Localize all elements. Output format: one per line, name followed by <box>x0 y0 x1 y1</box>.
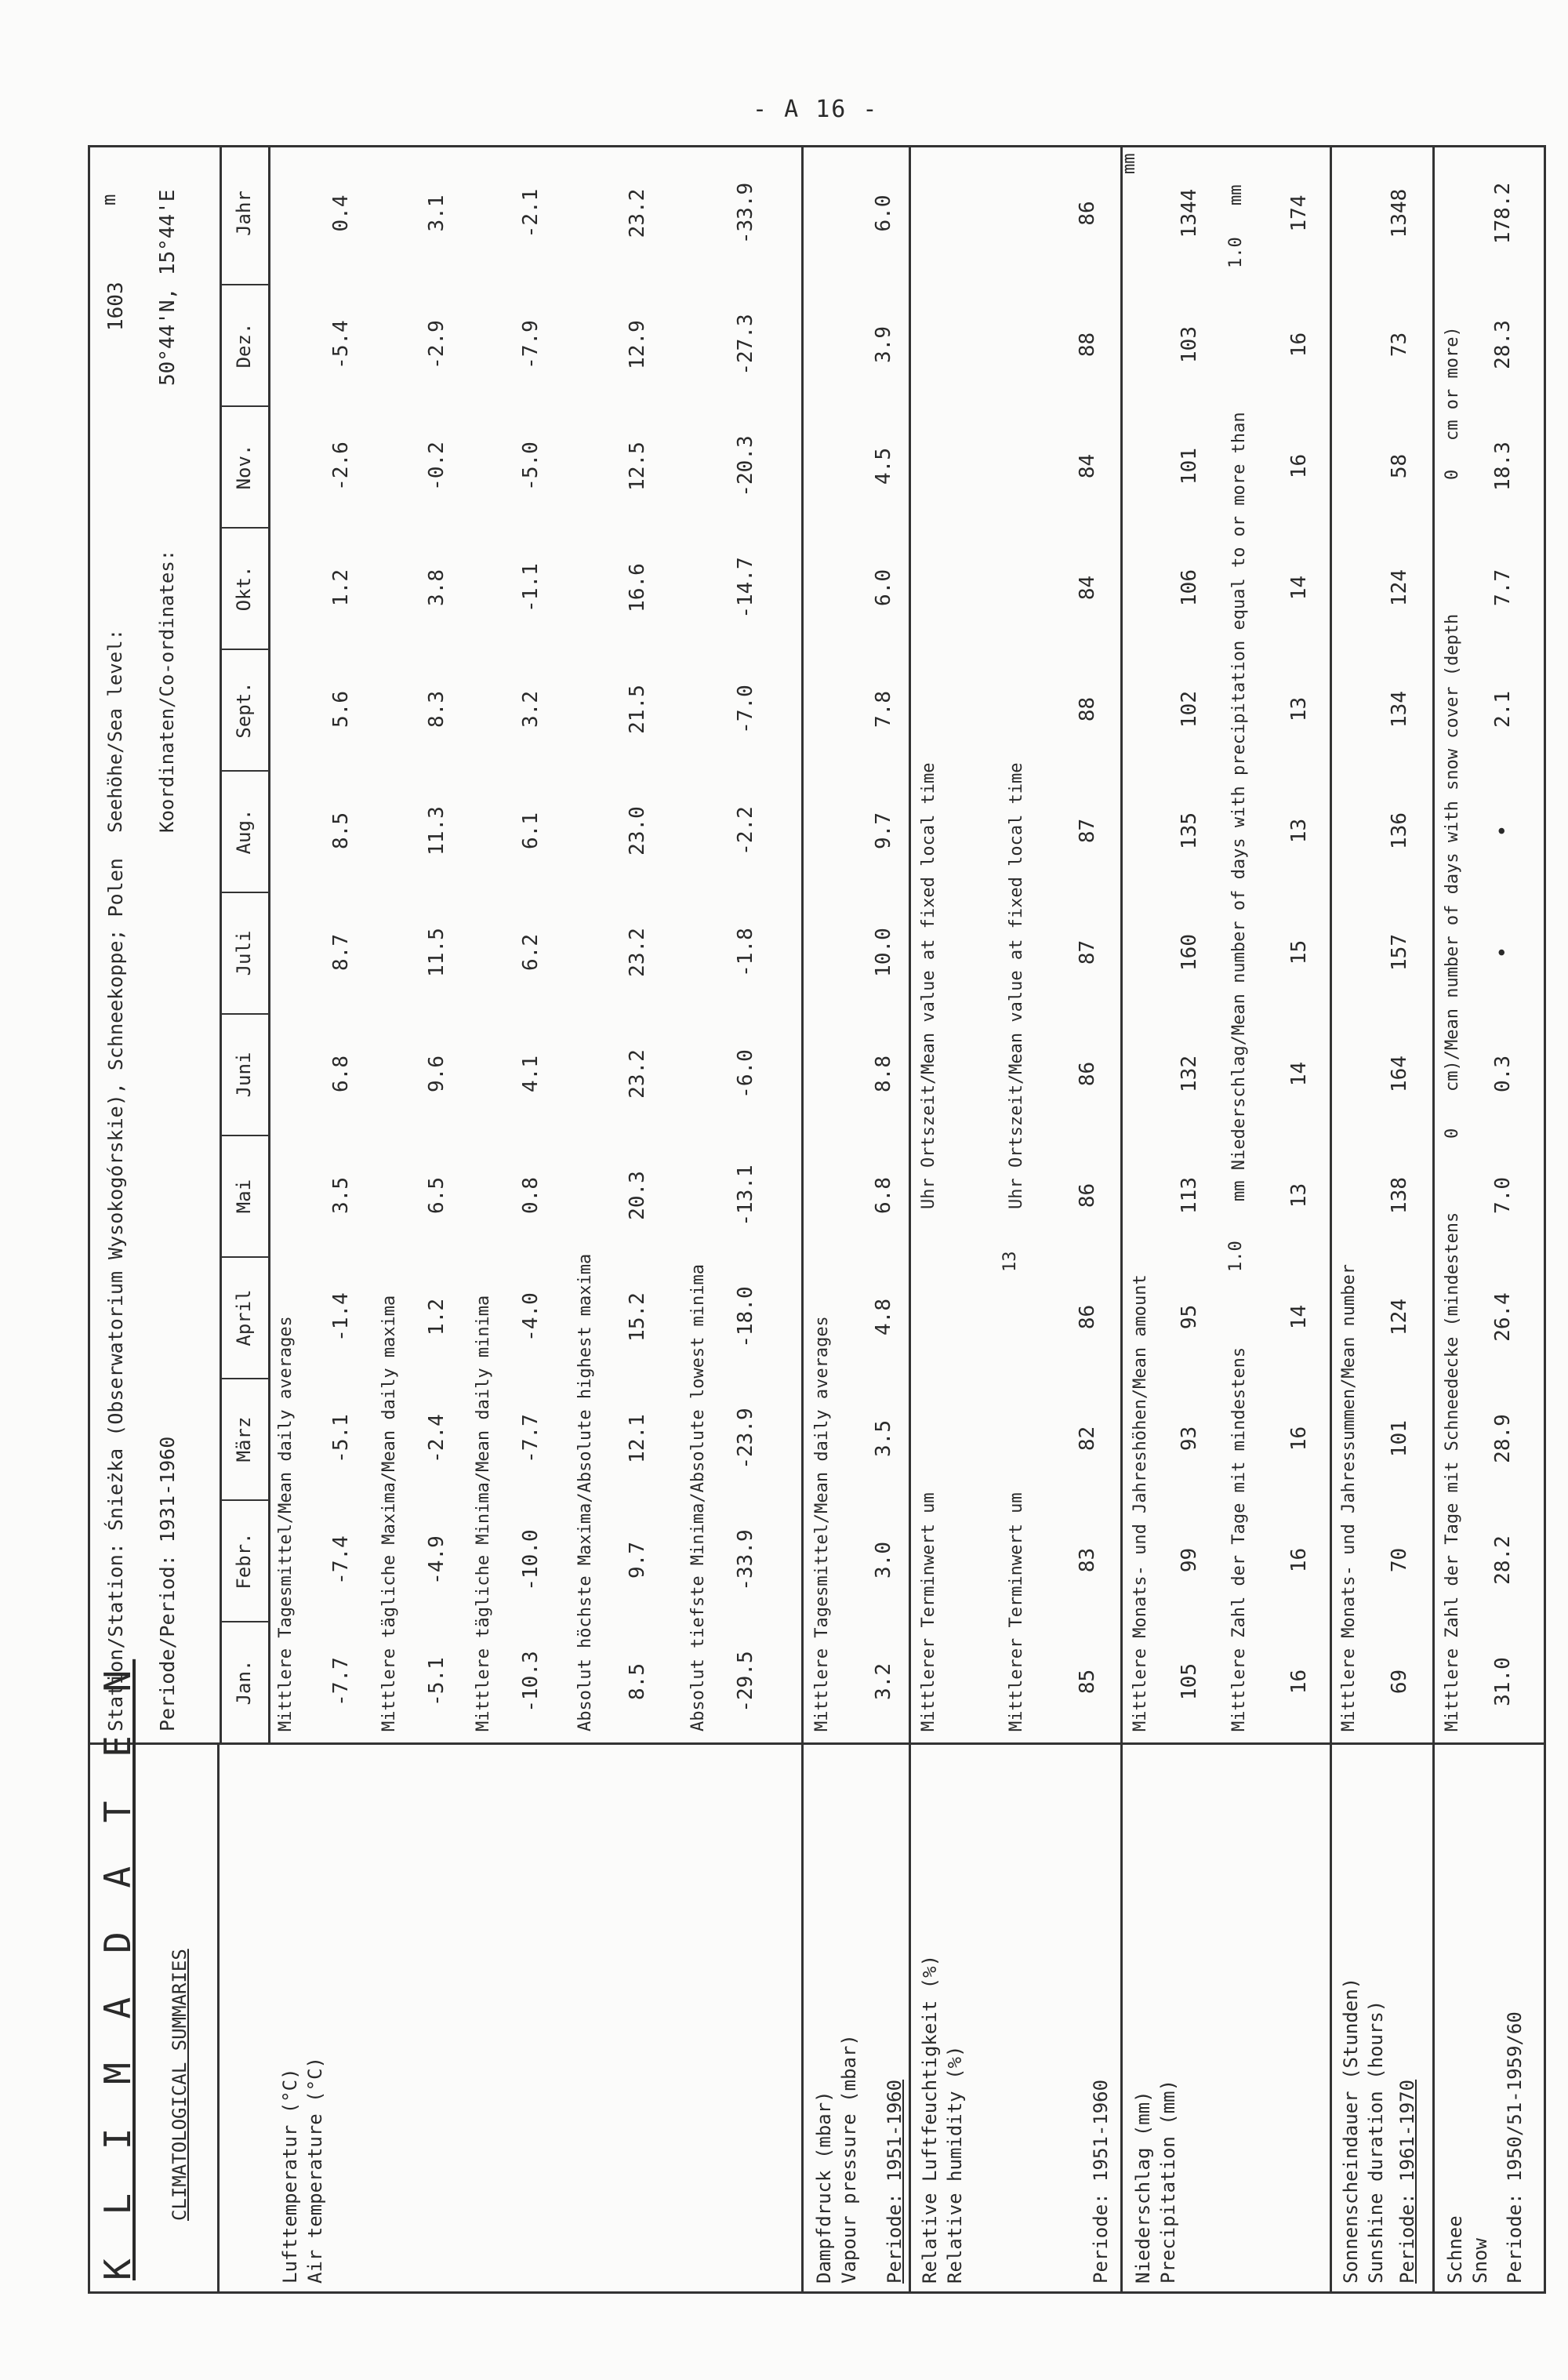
table-cell: 13 <box>1287 1183 1311 1208</box>
table-cell: 86 <box>1076 1183 1099 1208</box>
table-cell: 15 <box>1287 939 1311 965</box>
table-cell: -2.2 <box>734 806 757 856</box>
table-cell: 83 <box>1076 1547 1099 1573</box>
table-cell: 101 <box>1388 1420 1411 1457</box>
label-sunshine <box>1332 1745 1435 2291</box>
table-cell: 7.8 <box>872 691 895 728</box>
table-cell: 1344 <box>1178 188 1201 238</box>
table-cell: 2.1 <box>1491 691 1515 728</box>
table-cell: -29.5 <box>734 1651 757 1713</box>
table-cell: 1.2 <box>329 569 353 606</box>
table-cell: -4.0 <box>519 1292 543 1342</box>
table-cell: -13.1 <box>734 1165 757 1226</box>
sunshine-period: Periode: 1961-1970 <box>1396 2079 1418 2284</box>
month-header: April <box>220 1256 268 1378</box>
table-cell: 4.5 <box>872 448 895 485</box>
table-cell: 28.2 <box>1491 1535 1515 1585</box>
table-cell: 86 <box>1076 1061 1099 1087</box>
table-cell: -5.1 <box>425 1657 448 1706</box>
table-cell: 10.0 <box>872 928 895 977</box>
caption-humidity-hour: 13 <box>1000 1251 1020 1272</box>
table-cell: 106 <box>1178 569 1201 606</box>
caption-precip-amount-1: 1.0 <box>1226 1241 1246 1272</box>
station-header <box>90 147 222 1742</box>
table-cell: 134 <box>1388 691 1411 728</box>
table-cell: -5.4 <box>329 320 353 369</box>
table-cell: 135 <box>1178 812 1201 849</box>
table-cell: 178.2 <box>1491 182 1515 245</box>
table-cell: 3.0 <box>872 1542 895 1579</box>
caption-precip-amount: Mittlere Monats- und Jahreshöhen/Mean amount <box>1131 1274 1150 1731</box>
table-cell: 21.5 <box>626 685 649 734</box>
caption-humidity-2: Mittlerer Terminwert um <box>1007 1492 1026 1731</box>
caption-snow-a: Mittlere Zahl der Tage mit Schneedecke (mindestens <box>1443 1212 1462 1731</box>
table-cell: 23.2 <box>626 928 649 977</box>
caption-snow-depth-2: 0 <box>1443 469 1462 480</box>
table-cell: 73 <box>1388 332 1411 358</box>
label-snow <box>1435 1745 1544 2291</box>
table-cell: 132 <box>1178 1056 1201 1092</box>
table-cell: 14 <box>1287 1304 1311 1330</box>
caption-humidity-2b: Uhr Ortszeit/Mean value at fixed local time <box>1007 762 1026 1209</box>
caption-humidity-1: Mittlerer Terminwert um <box>919 1492 938 1731</box>
sea-level-label: Seehöhe/Sea level: <box>104 628 126 833</box>
table-cell: 103 <box>1178 326 1201 363</box>
table-cell: 0.8 <box>519 1177 543 1214</box>
table-cell: 69 <box>1388 1669 1411 1695</box>
table-cell: 3.2 <box>519 691 543 728</box>
table-cell: 15.2 <box>626 1292 649 1342</box>
table-cell: -2.9 <box>425 320 448 369</box>
table-cell: 23.2 <box>626 1049 649 1099</box>
precip-label-de: Niederschlag (mm) <box>1132 2091 1154 2284</box>
table-cell: 138 <box>1388 1177 1411 1214</box>
caption-precip-days-b: mm Niederschlag/Mean number of days with precipitation equal to or more than <box>1229 412 1249 1201</box>
table-cell: 3.1 <box>425 194 448 232</box>
table-cell: 3.5 <box>872 1420 895 1457</box>
caption-air-mean: Mittlere Tagesmittel/Mean daily averages <box>276 1316 296 1731</box>
table-cell: -1.1 <box>519 563 543 612</box>
table-cell: 23.2 <box>626 188 649 238</box>
table-cell: 7.0 <box>1491 1177 1515 1214</box>
table-cell: 88 <box>1076 332 1099 358</box>
table-cell: 95 <box>1178 1304 1201 1330</box>
month-header: Juni <box>220 1013 268 1135</box>
table-cell: -7.7 <box>519 1414 543 1463</box>
table-cell: 8.5 <box>626 1663 649 1700</box>
table-cell: 16 <box>1287 1547 1311 1573</box>
table-cell: • <box>1491 824 1515 838</box>
caption-air-max: Mittlere tägliche Maxima/Mean daily maxima <box>379 1295 399 1731</box>
table-cell: -33.9 <box>734 182 757 245</box>
caption-air-lowest: Absolut tiefste Minima/Absolute lowest minima <box>688 1263 708 1731</box>
table-cell: -18.0 <box>734 1286 757 1348</box>
caption-humidity-1b: Uhr Ortszeit/Mean value at fixed local time <box>919 762 938 1209</box>
table-cell: 84 <box>1076 453 1099 479</box>
table-cell: 9.6 <box>425 1056 448 1092</box>
month-header: Jahr <box>233 191 255 236</box>
table-cell: 85 <box>1076 1669 1099 1695</box>
table-cell: -2.6 <box>329 441 353 491</box>
caption-precip-amount-2: 1.0 <box>1226 237 1246 268</box>
month-header: März <box>220 1378 268 1499</box>
title-block <box>90 1659 220 2291</box>
table-cell: 6.8 <box>329 1056 353 1092</box>
table-cell: 16 <box>1287 1426 1311 1452</box>
table-cell: 86 <box>1076 201 1099 226</box>
table-cell: 11.5 <box>425 928 448 977</box>
label-humidity <box>911 1745 1123 2291</box>
caption-snow-c: cm or more) <box>1443 326 1462 441</box>
table-cell: 164 <box>1388 1056 1411 1092</box>
table-cell: 9.7 <box>626 1542 649 1579</box>
month-header-row <box>220 147 270 1742</box>
caption-sunshine: Mittlere Monats- und Jahressummen/Mean number <box>1339 1263 1359 1731</box>
table-cell: 102 <box>1178 691 1201 728</box>
table-cell: 8.8 <box>872 1056 895 1092</box>
month-header: Okt. <box>220 527 268 649</box>
month-header: Febr. <box>220 1499 268 1621</box>
month-header: Aug. <box>220 770 268 892</box>
table-cell: 12.5 <box>626 441 649 491</box>
table-cell: 8.5 <box>329 812 353 849</box>
table-cell: 99 <box>1178 1547 1201 1573</box>
table-cell: 4.8 <box>872 1299 895 1335</box>
station-line: Station/Station: Śnieżka (Obserwatorium Wysokogórskie), Schneekoppe; Polen <box>104 858 127 1731</box>
table-cell: -1.4 <box>329 1292 353 1342</box>
month-header: Sept. <box>220 649 268 770</box>
climate-table <box>88 145 1546 2294</box>
table-cell: 3.9 <box>872 326 895 363</box>
snow-period: Periode: 1950/51-1959/60 <box>1504 2011 1526 2284</box>
table-cell: -7.7 <box>329 1657 353 1706</box>
page-title: K L I M A D A T E N <box>96 1659 139 2280</box>
table-cell: 4.1 <box>519 1056 543 1092</box>
table-cell: 87 <box>1076 818 1099 844</box>
table-cell: 6.1 <box>519 812 543 849</box>
table-cell: 88 <box>1076 696 1099 722</box>
table-cell: 31.0 <box>1491 1657 1515 1706</box>
table-cell: 6.8 <box>872 1177 895 1214</box>
period-line: Periode/Period: 1931-1960 <box>156 1436 179 1731</box>
table-cell: 8.3 <box>425 691 448 728</box>
vapour-label-en: Vapour pressure (mbar) <box>838 2034 860 2284</box>
table-cell: 12.9 <box>626 320 649 369</box>
table-cell: 12.1 <box>626 1414 649 1463</box>
month-header: Jan. <box>220 1621 268 1742</box>
table-cell: -2.4 <box>425 1414 448 1463</box>
table-cell: 0.4 <box>329 194 353 232</box>
table-cell: 16 <box>1287 453 1311 479</box>
table-cell: 16 <box>1287 1669 1311 1695</box>
month-header: Dez. <box>220 284 268 405</box>
caption-precip-unit: mm <box>1120 153 1139 174</box>
table-cell: 113 <box>1178 1177 1201 1214</box>
table-cell: 160 <box>1178 934 1201 971</box>
air-label-de: Lufttemperatur (°C) <box>279 2068 301 2284</box>
humidity-period: Periode: 1951-1960 <box>1090 2079 1112 2284</box>
table-cell: -27.3 <box>734 314 757 376</box>
table-cell: 16.6 <box>626 563 649 612</box>
table-cell: 28.3 <box>1491 320 1515 369</box>
sunshine-label-de: Sonnenscheindauer (Stunden) <box>1340 1977 1362 2284</box>
table-cell: 58 <box>1388 453 1411 479</box>
label-vapour <box>804 1745 911 2291</box>
table-cell: 6.0 <box>872 569 895 606</box>
table-cell: 13 <box>1287 696 1311 722</box>
table-cell: -23.9 <box>734 1408 757 1470</box>
table-cell: 6.2 <box>519 934 543 971</box>
table-cell: 0.3 <box>1491 1056 1515 1092</box>
table-cell: 84 <box>1076 575 1099 601</box>
table-cell: 6.5 <box>425 1177 448 1214</box>
sea-level-unit: m <box>98 194 120 205</box>
table-cell: 70 <box>1388 1547 1411 1573</box>
table-cell: 23.0 <box>626 806 649 856</box>
page-subtitle: CLIMATOLOGICAL SUMMARIES <box>169 1949 191 2221</box>
table-cell: -1.8 <box>734 928 757 977</box>
vapour-label-de: Dampfdruck (mbar) <box>813 2091 835 2284</box>
table-cell: 8.7 <box>329 934 353 971</box>
table-cell: 105 <box>1178 1663 1201 1700</box>
table-cell: 16 <box>1287 332 1311 358</box>
table-cell: 124 <box>1388 569 1411 606</box>
table-cell: 26.4 <box>1491 1292 1515 1342</box>
label-air <box>268 1745 804 2291</box>
caption-snow-depth: 0 <box>1443 1128 1462 1139</box>
table-cell: -7.0 <box>734 685 757 734</box>
table-cell: 28.9 <box>1491 1414 1515 1463</box>
table-cell: -10.3 <box>519 1651 543 1713</box>
precip-label-en: Precipitation (mm) <box>1157 2079 1179 2284</box>
label-precip <box>1123 1745 1332 2291</box>
table-cell: 11.3 <box>425 806 448 856</box>
table-cell: -5.1 <box>329 1414 353 1463</box>
table-cell: 124 <box>1388 1299 1411 1335</box>
table-cell: 5.6 <box>329 691 353 728</box>
table-cell: 14 <box>1287 575 1311 601</box>
table-cell: -7.9 <box>519 320 543 369</box>
table-cell: 93 <box>1178 1426 1201 1452</box>
caption-vapour: Mittlere Tagesmittel/Mean daily averages <box>812 1316 832 1731</box>
month-header: Nov. <box>220 405 268 527</box>
coordinates-value: 50°44'N, 15°44'E <box>156 189 180 386</box>
snow-label-en: Snow <box>1469 2238 1491 2284</box>
table-cell: -33.9 <box>734 1529 757 1591</box>
page-number: - A 16 - <box>753 96 879 123</box>
table-cell: 86 <box>1076 1304 1099 1330</box>
table-cell: 3.2 <box>872 1663 895 1700</box>
table-cell: 13 <box>1287 818 1311 844</box>
caption-snow-b: cm)/Mean number of days with snow cover (depth <box>1443 613 1462 1092</box>
table-cell: 18.3 <box>1491 441 1515 491</box>
table-cell: -2.1 <box>519 188 543 238</box>
table-cell: 7.7 <box>1491 569 1515 606</box>
caption-precip-unit-2: mm <box>1226 184 1246 205</box>
caption-air-min: Mittlere tägliche Minima/Mean daily minima <box>474 1295 493 1731</box>
humidity-label-de: Relative Luftfeuchtigkeit (%) <box>919 1954 941 2284</box>
table-cell: 20.3 <box>626 1171 649 1220</box>
table-cell: 1348 <box>1388 188 1411 238</box>
table-body <box>268 147 1544 1742</box>
table-cell: -7.4 <box>329 1535 353 1585</box>
table-cell: 87 <box>1076 939 1099 965</box>
table-cell: -5.0 <box>519 441 543 491</box>
table-cell: 136 <box>1388 812 1411 849</box>
humidity-label-en: Relative humidity (%) <box>944 2045 966 2284</box>
table-cell: 101 <box>1178 448 1201 485</box>
table-cell: 174 <box>1287 194 1311 232</box>
month-header: Mai <box>220 1135 268 1256</box>
table-cell: -0.2 <box>425 441 448 491</box>
table-cell: -14.7 <box>734 557 757 619</box>
vapour-period: Periode: 1951-1960 <box>884 2079 906 2284</box>
table-cell: -6.0 <box>734 1049 757 1099</box>
air-label-en: Air temperature (°C) <box>304 2057 326 2284</box>
table-cell: 14 <box>1287 1061 1311 1087</box>
table-cell: 157 <box>1388 934 1411 971</box>
table-cell: • <box>1491 946 1515 959</box>
table-cell: -10.0 <box>519 1529 543 1591</box>
table-cell: 9.7 <box>872 812 895 849</box>
table-cell: 6.0 <box>872 194 895 232</box>
table-cell: -4.9 <box>425 1535 448 1585</box>
table-cell: 1.2 <box>425 1299 448 1335</box>
table-cell: -20.3 <box>734 435 757 497</box>
caption-air-highest: Absolut höchste Maxima/Absolute highest maxima <box>575 1253 595 1731</box>
table-cell: 82 <box>1076 1426 1099 1452</box>
coordinates-label: Koordinaten/Co-ordinates: <box>156 549 178 833</box>
month-header: Juli <box>220 892 268 1013</box>
snow-label-de: Schnee <box>1444 2215 1466 2284</box>
sunshine-label-en: Sunshine duration (hours) <box>1365 2000 1387 2284</box>
table-cell: 3.5 <box>329 1177 353 1214</box>
sea-level-value: 1603 <box>104 282 128 331</box>
caption-precip-days: Mittlere Zahl der Tage mit mindestens <box>1229 1346 1249 1731</box>
table-cell: 3.8 <box>425 569 448 606</box>
